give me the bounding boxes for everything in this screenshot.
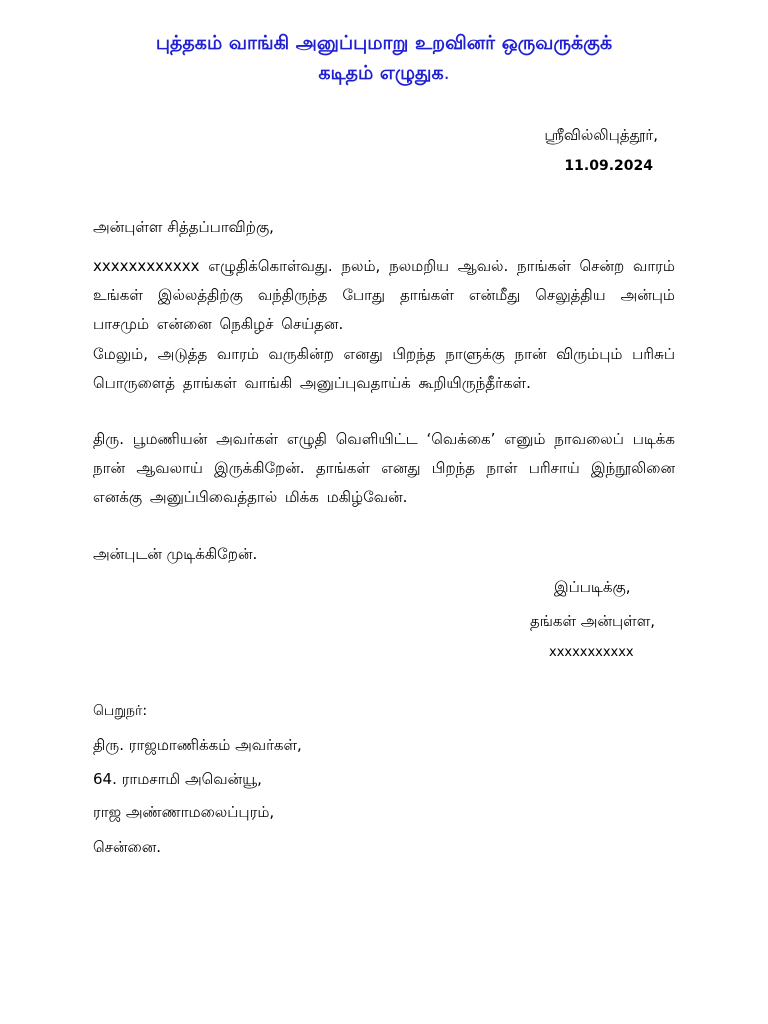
page-title	[60, 28, 708, 88]
title-line-1: புத்தகம் வாங்கி அனுப்புமாறு உறவினர் ஒருவருக்குக்	[155, 32, 613, 54]
address-line: ராஜ அண்ணாமலைப்புரம்,	[93, 803, 275, 821]
body-paragraph: மேலும், அடுத்த வாரம் வருகின்ற எனது பிறந்த நாளுக்கு நான் விரும்பும் பரிசுப் பொருளைத் தாங்கள் வாங்கி அனுப்புவதாய்க் கூறியிருந்தீர்கள்.	[93, 345, 675, 392]
recipient-label: பெறுநர்:	[93, 703, 148, 719]
salutation: அன்புள்ள சித்தப்பாவிற்கு,	[93, 218, 274, 236]
closing-line: அன்புடன் முடிக்கிறேன்.	[93, 545, 258, 563]
sender-place: ஸ்ரீவில்லிபுத்தூர்,	[544, 126, 658, 144]
body-paragraph: திரு. பூமணியன் அவர்கள் எழுதி வெளியிட்ட ‘வெக்கை’ எனும் நாவலைப் படிக்க நான் ஆவலாய் இருக்கிறேன். தாங்கள் எனது பிறந்த நாள் பரிசாய் இந்நூலினை எனக்கு அனுப்பிவைத்தால் மிக்க மகிழ்வேன்.	[93, 430, 675, 506]
title-period: .	[443, 62, 450, 84]
sender-name: xxxxxxxxxxx	[549, 645, 634, 660]
body-paragraph: xxxxxxxxxxxx எழுதிக்கொள்வது. நலம், நலமறிய ஆவல். நாங்கள் சென்ற வாரம் உங்கள் இல்லத்திற்கு வந்திருந்த போது தாங்கள் என்மீது செலுத்திய அன்பும் பாசமும் என்னை நெகிழச் செய்தன.	[93, 257, 675, 333]
sign-off-line: இப்படிக்கு,	[554, 578, 631, 596]
title-line-2-text: கடிதம் எழுதுக	[318, 62, 444, 84]
address-line: திரு. ராஜமாணிக்கம் அவர்கள்,	[93, 736, 302, 754]
letter-date: 11.09.2024	[564, 158, 653, 174]
title-line-2	[60, 58, 708, 88]
address-line: 64. ராமசாமி அவென்யூ,	[93, 770, 262, 788]
sign-off-line: தங்கள் அன்புள்ள,	[530, 612, 656, 630]
address-line: சென்னை.	[93, 838, 162, 856]
